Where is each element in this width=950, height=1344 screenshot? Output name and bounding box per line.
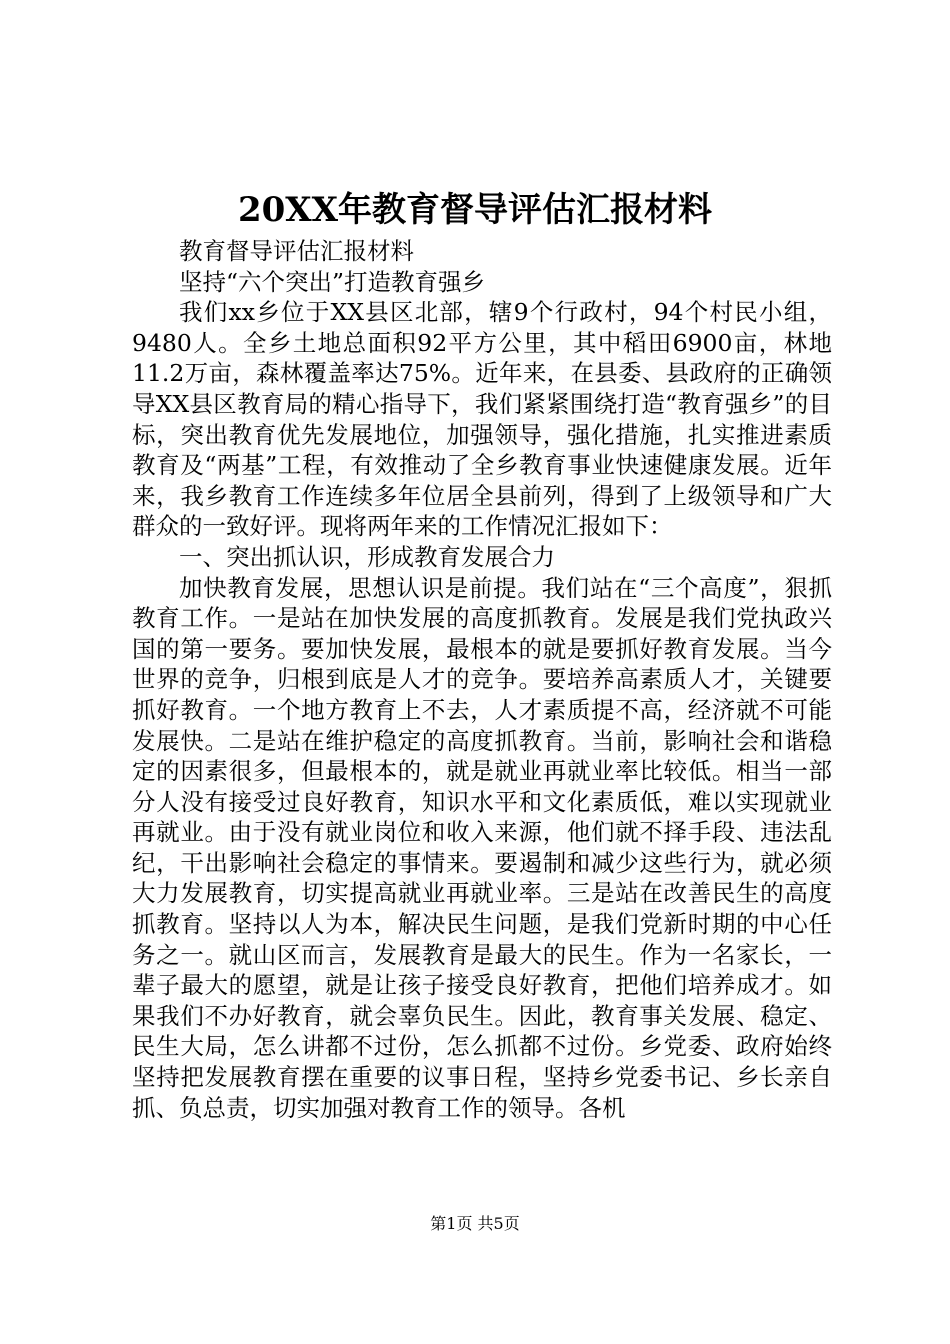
paragraph-intro: 我们xx乡位于XX县区北部，辖9个行政村，94个村民小组，9480人。全乡土地总面积92平方公里，其中稻田6900亩，林地11.2万亩，森林覆盖率达75%。近年来，在县委、县政府的正确领导XX县区教育局的精心指导下，我们紧紧围绕打造“教育强乡”的目标，突出教育优先发展地位，加强领导，强化措施，扎实推进素质教育及“两基”工程，有效推动了全乡教育事业快速健康发展。近年来，我乡教育工作连续多年位居全县前列，得到了上级领导和广大群众的一致好评。现将两年来的工作情况汇报如下：	[132, 298, 832, 541]
document-title: 20XX年教育督导评估汇报材料	[237, 190, 713, 230]
page-footer: 第1页 共5页	[430, 1214, 520, 1233]
paragraph-slogan: 坚持“六个突出”打造教育强乡	[179, 267, 486, 296]
document-body	[132, 236, 832, 1123]
paragraph-subtitle: 教育督导评估汇报材料	[179, 237, 414, 265]
section-heading-1: 一、突出抓认识，形成教育发展合力	[179, 542, 555, 571]
paragraph-section-1: 加快教育发展，思想认识是前提。我们站在“三个高度”，狠抓教育工作。一是站在加快发展的高度抓教育。发展是我们党执政兴国的第一要务。要加快发展，最根本的就是要抓好教育发展。当今世界的竞争，归根到底是人才的竞争。要培养高素质人才，关键要抓好教育。一个地方教育上不去，人才素质提不高，经济就不可能发展快。二是站在维护稳定的高度抓教育。当前，影响社会和谐稳定的因素很多，但最根本的，就是就业再就业率比较低。相当一部分人没有接受过良好教育，知识水平和文化素质低，难以实现就业再就业。由于没有就业岗位和收入来源，他们就不择手段、违法乱纪，干出影响社会稳定的事情来。要遏制和减少这些行为，就必须大力发展教育，切实提高就业再就业率。三是站在改善民生的高度抓教育。坚持以人为本，解决民生问题，是我们党新时期的中心任务之一。就山区而言，发展教育是最大的民生。作为一名家长，一辈子最大的愿望，就是让孩子接受良好教育，把他们培养成才。如果我们不办好教育，就会辜负民生。因此，教育事关发展、稳定、民生大局，怎么讲都不过份，怎么抓都不过份。乡党委、政府始终坚持把发展教育摆在重要的议事日程，坚持乡党委书记、乡长亲自抓、负总责，切实加强对教育工作的领导。各机	[132, 573, 832, 1122]
